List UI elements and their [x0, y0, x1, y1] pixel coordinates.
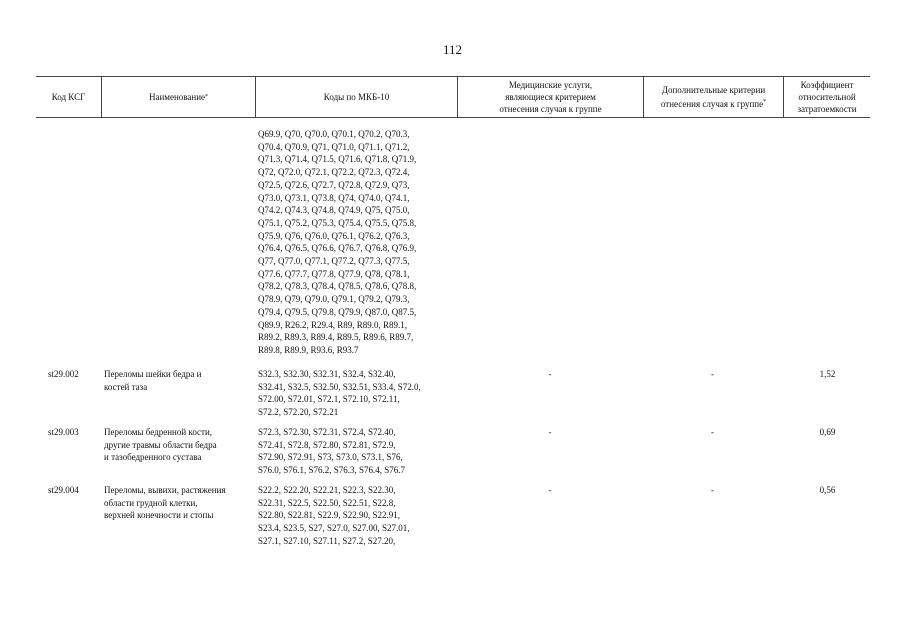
- row-coefficient: 0,56: [819, 485, 836, 495]
- footnote-mark: *: [205, 94, 209, 100]
- header-name-label: Наименование: [148, 92, 206, 102]
- header-icd-label: Коды по МКБ-10: [323, 92, 390, 102]
- header-services-line: являющиеся критерием: [505, 92, 596, 102]
- row-icd-codes: [258, 426, 458, 477]
- header-coefficient-line: затратоемкости: [797, 104, 857, 114]
- row-coefficient: 0,69: [819, 427, 836, 437]
- footnote-mark: *: [763, 99, 767, 105]
- row-name-line: костей таза: [104, 381, 148, 392]
- icd-code-line: S72.00, S72.01, S72.1, S72.10, S72.11,: [258, 394, 400, 405]
- row-code: st29.003: [48, 427, 79, 437]
- row-name-line: другие травмы области бедра: [104, 439, 217, 450]
- row-name-line: верхней конечности и стопы: [104, 510, 214, 521]
- row-code: st29.002: [48, 369, 79, 379]
- continuation-codes: [258, 128, 458, 357]
- icd-code-line: Q75.9, Q76, Q76.0, Q76.1, Q76.2, Q76.3,: [258, 230, 410, 241]
- header-icd: [256, 77, 457, 117]
- icd-code-line: Q78.9, Q79, Q79.0, Q79.1, Q79.2, Q79.3,: [258, 294, 410, 305]
- row-name-line: и тазобедренного сустава: [104, 452, 202, 463]
- row-services: -: [548, 485, 552, 495]
- icd-code-line: S72.41, S72.8, S72.80, S72.81, S72.9,: [258, 439, 396, 450]
- row-criteria: -: [711, 427, 714, 437]
- icd-code-line: Q72, Q72.0, Q72.1, Q72.2, Q72.3, Q72.4,: [258, 167, 410, 178]
- row-criteria: -: [711, 369, 714, 379]
- row-code: st29.004: [48, 485, 79, 495]
- header-criteria-line: отнесения случая к группе: [660, 99, 764, 109]
- header-criteria: [644, 77, 783, 117]
- row-services: -: [548, 369, 552, 379]
- row-name-line: Переломы шейки бедра и: [104, 369, 202, 379]
- row-icd-codes: [258, 484, 458, 548]
- icd-code-line: S23.4, S23.5, S27, S27.0, S27.00, S27.01,: [258, 523, 410, 534]
- row-icd-codes: [258, 368, 458, 419]
- icd-code-line: Q70.4, Q70.9, Q71, Q71.0, Q71.1, Q71.2,: [258, 141, 410, 152]
- icd-code-line: S72.3, S72.30, S72.31, S72.4, S72.40,: [258, 427, 396, 437]
- row-services: -: [548, 427, 552, 437]
- icd-code-line: S22.80, S22.81, S22.9, S22.90, S22.91,: [258, 510, 401, 521]
- icd-code-line: S27.1, S27.10, S27.11, S27.2, S27.20,: [258, 535, 396, 546]
- icd-code-line: S22.31, S22.5, S22.50, S22.51, S22.8,: [258, 497, 396, 508]
- row-name: [104, 368, 254, 393]
- icd-code-line: Q69.9, Q70, Q70.0, Q70.1, Q70.2, Q70.3,: [258, 129, 410, 139]
- row-name-line: Переломы бедренной кости,: [104, 427, 213, 437]
- header-coefficient-line: относительной: [798, 92, 856, 102]
- icd-code-line: Q72.5, Q72.6, Q72.7, Q72.8, Q72.9, Q73,: [258, 179, 410, 190]
- header-services-line: отнесения случая к группе: [499, 104, 602, 114]
- icd-code-line: S72.90, S72.91, S73, S73.0, S73.1, S76,: [258, 452, 403, 463]
- icd-code-line: Q77.6, Q77.7, Q77.8, Q77.9, Q78, Q78.1,: [258, 268, 410, 279]
- icd-code-line: S76.0, S76.1, S76.2, S76.3, S76.4, S76.7: [258, 465, 406, 476]
- icd-code-line: S72.2, S72.20, S72.21: [258, 407, 339, 418]
- icd-code-line: S32.41, S32.5, S32.50, S32.51, S33.4, S72.0,: [258, 381, 421, 392]
- row-name: [104, 426, 254, 464]
- icd-code-line: S32.3, S32.30, S32.31, S32.4, S32.40,: [258, 369, 396, 379]
- row-name-line: области грудной клетки,: [104, 497, 198, 508]
- icd-code-line: Q89.9, R26.2, R29.4, R89, R89.0, R89.1,: [258, 319, 408, 330]
- icd-code-line: Q77, Q77.0, Q77.1, Q77.2, Q77.3, Q77.5,: [258, 256, 410, 267]
- header-code: [36, 77, 101, 117]
- icd-code-line: Q79.4, Q79.5, Q79.8, Q79.9, Q87.0, Q87.5,: [258, 306, 417, 317]
- header-criteria-line: Дополнительные критерии: [661, 85, 766, 95]
- icd-code-line: Q71.3, Q71.4, Q71.5, Q71.6, Q71.8, Q71.9,: [258, 154, 417, 165]
- header-bottom-border: [36, 117, 870, 118]
- row-coefficient: 1,52: [819, 369, 836, 379]
- row-name-line: Переломы, вывихи, растяжения: [104, 485, 226, 495]
- icd-code-line: Q74.2, Q74.3, Q74.8, Q74.9, Q75, Q75.0,: [258, 205, 410, 216]
- row-name: [104, 484, 254, 522]
- icd-code-line: Q75.1, Q75.2, Q75.3, Q75.4, Q75.5, Q75.8,: [258, 217, 417, 228]
- icd-code-line: R89.2, R89.3, R89.4, R89.5, R89.6, R89.7,: [258, 332, 414, 343]
- page-number: 112: [442, 42, 463, 57]
- icd-code-line: Q73.0, Q73.1, Q73.8, Q74, Q74.0, Q74.1,: [258, 192, 410, 203]
- icd-code-line: S22.2, S22.20, S22.21, S22.3, S22.30,: [258, 485, 396, 495]
- header-services-line: Медицинские услуги,: [508, 80, 593, 90]
- icd-code-line: R89.8, R89.9, R93.6, R93.7: [258, 344, 359, 355]
- icd-code-line: Q76.4, Q76.5, Q76.6, Q76.7, Q76.8, Q76.9,: [258, 243, 417, 254]
- header-name: [102, 77, 255, 117]
- row-criteria: -: [711, 485, 714, 495]
- header-coefficient-line: Коэффициент: [800, 80, 854, 90]
- header-coefficient: [784, 77, 870, 117]
- icd-code-line: Q78.2, Q78.3, Q78.4, Q78.5, Q78.6, Q78.8,: [258, 281, 417, 292]
- header-code-label: Код КСГ: [51, 92, 86, 102]
- header-services: [458, 77, 643, 117]
